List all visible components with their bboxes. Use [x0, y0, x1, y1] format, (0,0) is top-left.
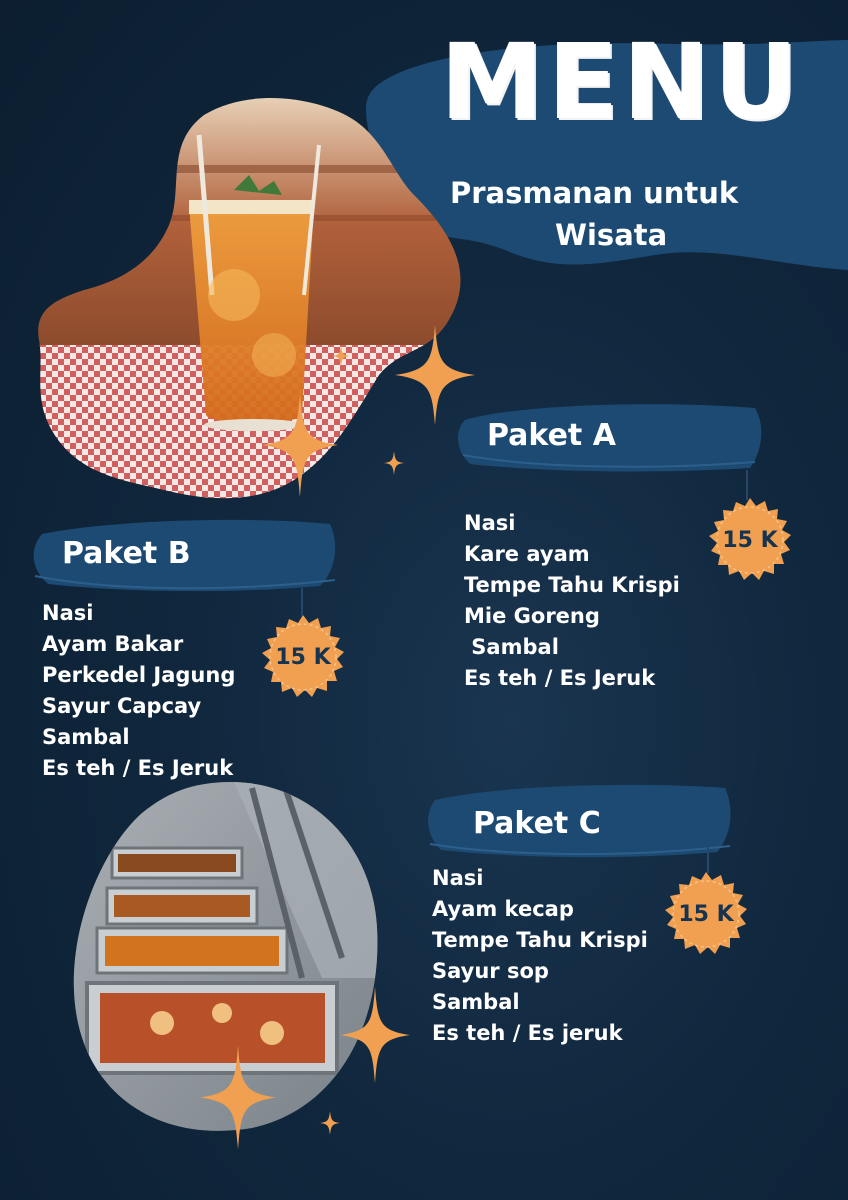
list-item: Nasi [42, 601, 94, 625]
list-item: Sambal [42, 725, 130, 749]
menu-title: MENU [440, 21, 803, 143]
paket-a-price-tag [708, 498, 792, 582]
list-item: Nasi [464, 511, 516, 535]
sparkle-icon [262, 390, 338, 500]
paket-b-items [42, 598, 235, 784]
list-item: Es teh / Es Jeruk [464, 666, 656, 690]
paket-c-items [432, 863, 648, 1049]
sparkle-icon [332, 345, 350, 367]
subtitle-line-2: Wisata [555, 218, 668, 253]
list-item: Es teh / Es Jeruk [42, 756, 234, 780]
hang-string [746, 470, 748, 500]
list-item: Perkedel Jagung [42, 663, 236, 687]
paket-a-title: Paket A [487, 418, 616, 453]
list-item: Sambal [432, 990, 520, 1014]
subtitle-line-1: Prasmanan untuk [450, 176, 739, 210]
paket-c-price-tag [664, 872, 748, 956]
list-item: Mie Goreng [464, 604, 600, 628]
hang-string [301, 588, 303, 616]
iced-tea-photo [34, 95, 464, 505]
paket-b-price-tag [261, 615, 345, 699]
sparkle-icon [320, 1110, 340, 1136]
list-item: Kare ayam [464, 542, 590, 566]
sparkle-icon [395, 325, 475, 425]
paket-c-price: 15 K [678, 901, 734, 927]
sparkle-icon [340, 985, 410, 1085]
hang-string [707, 845, 709, 873]
list-item: Tempe Tahu Krispi [432, 928, 648, 952]
list-item: Es teh / Es jeruk [432, 1021, 623, 1045]
list-item: Nasi [432, 866, 484, 890]
list-item: Ayam kecap [432, 897, 574, 921]
list-item: Sambal [464, 635, 559, 659]
sparkle-icon [200, 1040, 276, 1155]
list-item: Sayur sop [432, 959, 549, 983]
paket-b-price: 15 K [275, 644, 331, 670]
paket-c-title: Paket C [473, 806, 601, 841]
paket-a-price: 15 K [722, 527, 778, 553]
list-item: Ayam Bakar [42, 632, 184, 656]
sparkle-icon [384, 450, 404, 476]
paket-b-title: Paket B [62, 536, 191, 571]
paket-a-items [464, 508, 680, 694]
list-item: Sayur Capcay [42, 694, 202, 718]
menu-subtitle [450, 172, 848, 256]
list-item: Tempe Tahu Krispi [464, 573, 680, 597]
